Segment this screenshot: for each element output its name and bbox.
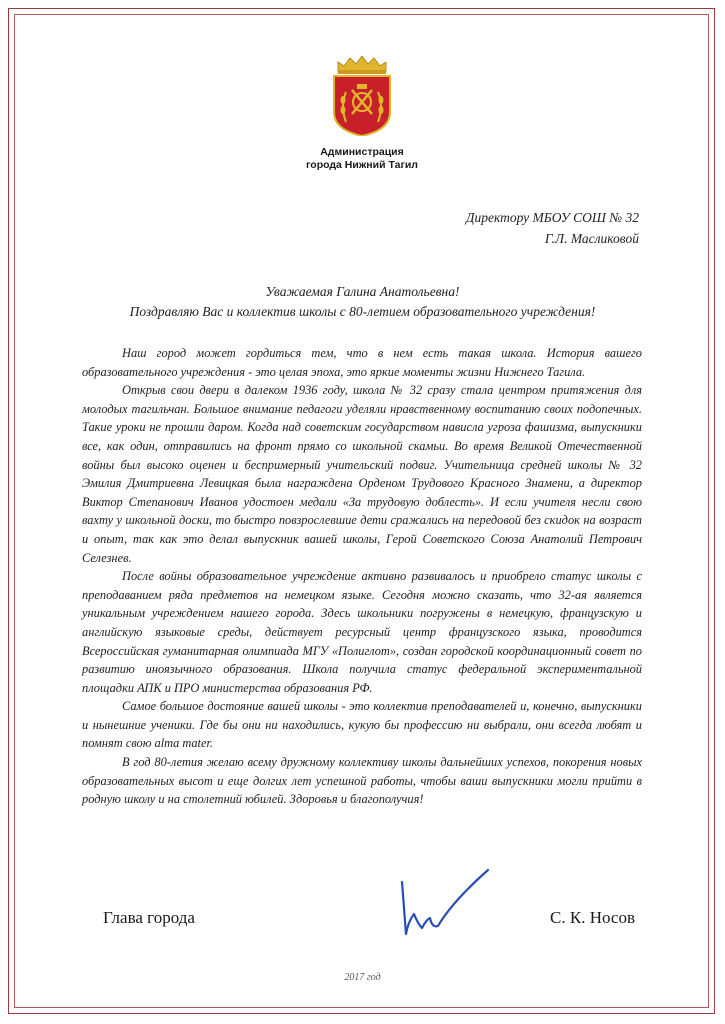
paragraph: В год 80-летия желаю всему дружному коллективу школы дальнейших успехов, покорения новых образовательных высот и еще долгих лет успешной работы, чтобы ваши выпускники могли прийти в родную школу и на столетний юбилей. Здоровья и благополучия! [82, 755, 642, 807]
congratulation-line: Поздравляю Вас и коллектив школы с 80-летием образовательного учреждения! [129, 304, 596, 319]
addressee-line-1: Директору МБОУ СОШ № 32 [465, 210, 639, 225]
signatory-name: С. К. Носов [550, 908, 635, 927]
addressee-block [466, 207, 639, 249]
paragraph: Самое большое достояние вашей школы - это коллектив преподавателей и, конечно, выпускники и нынешние ученики. Где бы они ни находились, кукую бы профессию ни выбрали, они всегда любят и помнят свою alma mater. [82, 699, 642, 751]
addressee-line-2: Г.Л. Масликовой [544, 231, 639, 246]
org-line-2: города Нижний Тагил [306, 159, 418, 171]
coat-of-arms-icon [330, 56, 394, 136]
letter-body [82, 344, 642, 809]
paragraph: После войны образовательное учреждение активно развивалось и приобрело статус школы с преподаванием ряда предметов на немецком языке. Сегодня можно сказать, что 32-ая является уникальным учреждением нашего города. Здесь школьники погружены в немецкую, французскую и английскую языковые среды, действует ресурсный центр французского языка, проводится Всероссийская гуманитарная олимпиада МГУ «Полиглот», создан городской координационный совет по развитию иноязычного образования. Школа получила статус федеральной экспериментальной площадки АПК и ПРО министерства образования РФ. [82, 569, 642, 695]
paragraph: Наш город может гордиться тем, что в нем есть такая школа. История вашего образовательного учреждения - это целая эпоха, это яркие моменты жизни Нижнего Тагила. [82, 346, 642, 379]
paragraph: Открыв свои двери в далеком 1936 году, школа № 32 сразу стала центром притяжения для молодых тагильчан. Большое внимание педагоги уделяли нравственному воспитанию своих подопечных. Такие уроки не прошли даром. Когда над советским государством нависла угроза фашизма, выпускники все, как один, отправились на фронт прямо со школьной скамьи. Во время Великой Отечественной войны был высоко оценен и беспримерный учительский подвиг. Учительница средней школы № 32 Эмилия Дмитриевна Левицкая была награждена Орденом Трудового Красного Знамени, а директор Виктор Степанович Иванов удостоен медали «За трудовую доблесть». И если учителя несли свою вахту у школьной доски, то быстро повзрослевшие дети сражались на передовой без скидок на возраст и опыт, так как это делал выпускник вашей школы, Герой Советского Союза Анатолий Петрович Селезнев. [82, 383, 642, 565]
org-line-1: Администрация [320, 146, 404, 158]
organization-name [262, 146, 462, 172]
signature-icon [392, 862, 502, 942]
signatory-title: Глава города [103, 908, 195, 927]
document-year: 2017 год [344, 972, 381, 983]
salutation: Уважаемая Галина Анатольевна! [265, 284, 460, 299]
